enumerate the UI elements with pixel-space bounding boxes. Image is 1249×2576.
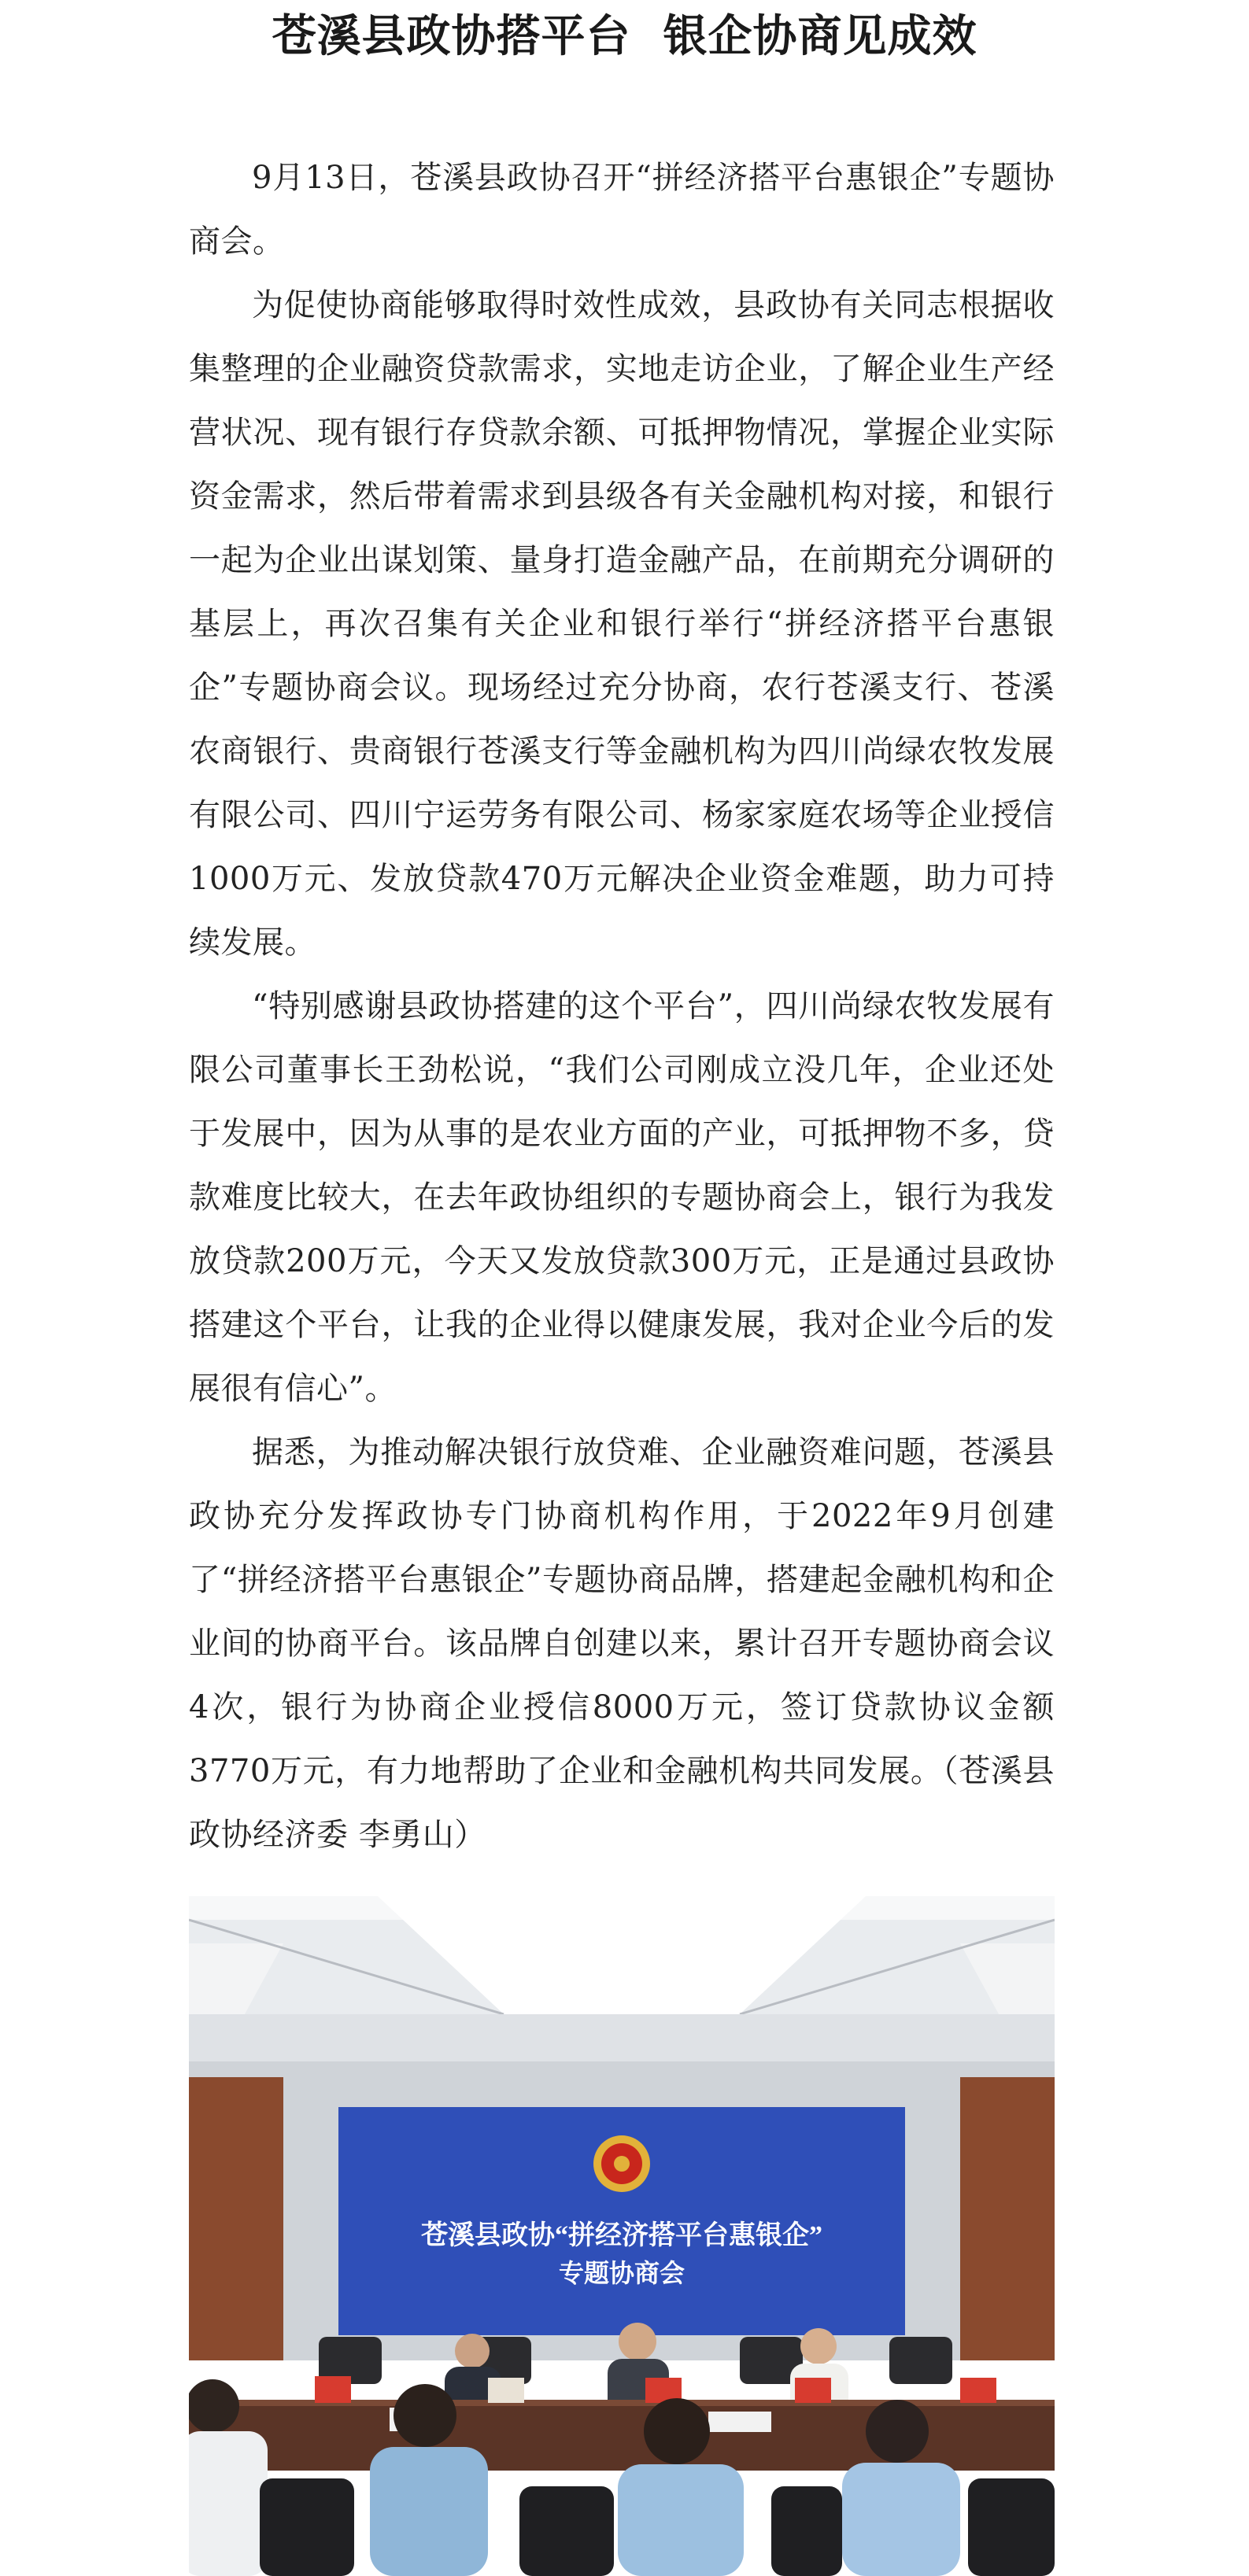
ceiling-cornice [189,2014,1055,2061]
chair [771,2486,842,2576]
paragraph-summary: 据悉，为推动解决银行放贷难、企业融资难问题，苍溪县政协充分发挥政协专门协商机构作用，于2022年9月创建了“拼经济搭平台惠银企”专题协商品牌，搭建起金融机构和企业间的协商平台。该品牌自创建以来，累计召开专题协商会议4次，银行为协商企业授信8000万元，签订贷款协议金额3770万元，有力地帮助了企业和金融机构共同发展。（苍溪县政协经济委 李勇山） [189,1434,1055,1853]
name-plate [795,2378,831,2403]
chair [260,2478,354,2576]
paragraph-process: 为促使协商能够取得时效性成效，县政协有关同志根据收集整理的企业融资贷款需求，实地走访企业，了解企业生产经营状况、现有银行存贷款余额、可抵押物情况，掌握企业实际资金需求，然后带着需求到县级各有关金融机构对接，和银行一起为企业出谋划策、量身打造金融产品，在前期充分调研的基层上，再次召集有关企业和银行举行“拼经济搭平台惠银企”专题协商会议。现场经过充分协商，农行苍溪支行、苍溪农商银行、贵商银行苍溪支行等金融机构为四川尚绿农牧发展有限公司、四川宁运劳务有限公司、杨家家庭农场等企业授信1000万元、发放贷款470万元解决企业资金难题，助力可持续发展。 [189,287,1055,961]
wood-wall-right [960,2077,1055,2360]
banner-subtitle: 专题协商会 [558,2259,685,2287]
banner-title: 苍溪县政协“拼经济搭平台惠银企” [421,2221,822,2250]
wood-wall-left [189,2077,283,2360]
meeting-photo [189,1896,1055,2576]
chair [889,2337,952,2384]
article-body [189,146,1055,1867]
document-sheet [708,2412,771,2432]
article-title: 苍溪县政协搭平台 银企协商见成效 [272,10,977,62]
paragraph-intro: 9月13日，苍溪县政协召开“拼经济搭平台惠银企”专题协商会。 [189,160,1055,260]
meeting-photo-illustration [189,1896,1055,2576]
chair [519,2486,614,2576]
name-plate [315,2376,351,2403]
cppcc-emblem-icon [593,2135,650,2192]
name-plate [960,2378,996,2403]
name-plate [488,2378,524,2403]
paragraph-quote: “特别感谢县政协搭建的这个平台”，四川尚绿农牧发展有限公司董事长王劲松说，“我们公司刚成立没几年，企业还处于发展中，因为从事的是农业方面的产业，可抵押物不多，贷款难度比较大，在去年政协组织的专题协商会上，银行为我发放贷款200万元，今天又发放贷款300万元，正是通过县政协搭建这个平台，让我的企业得以健康发展，我对企业今后的发展很有信心”。 [189,988,1055,1407]
chair [968,2478,1055,2576]
